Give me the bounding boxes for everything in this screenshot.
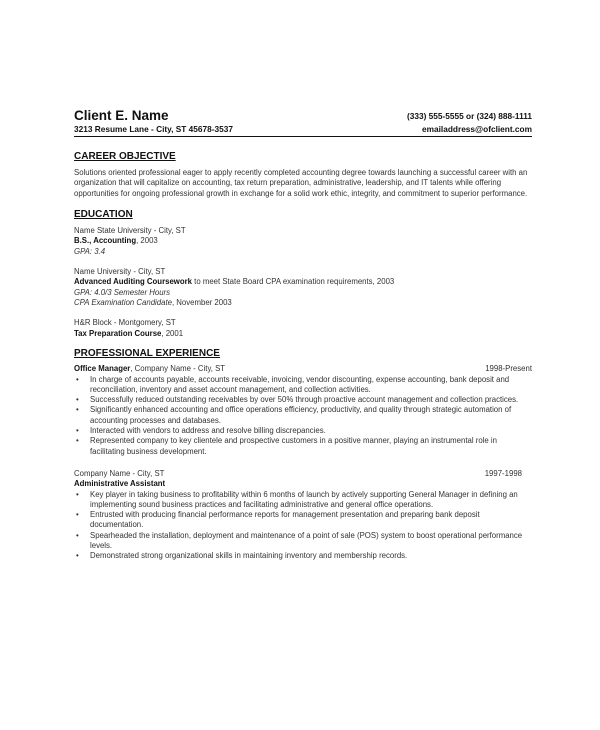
bullet-text: Successfully reduced outstanding receivables by over 50% through proactive account management and collection practices. xyxy=(90,395,519,405)
education-degree: Advanced Auditing Coursework xyxy=(74,277,192,287)
bullet-icon: • xyxy=(76,395,79,405)
education-gpa: GPA: 3.4 xyxy=(74,247,106,257)
job-company: Company Name - City, ST xyxy=(74,468,165,478)
job-entry xyxy=(74,364,532,457)
education-candidate-line xyxy=(74,298,532,309)
job-title: Administrative Assistant xyxy=(74,479,166,489)
job-title: Office Manager xyxy=(74,364,131,374)
email-address: emailaddress@ofclient.com xyxy=(422,124,532,134)
education-gpa: GPA: 4.0/3 Semester Hours xyxy=(74,287,171,297)
header-divider xyxy=(74,136,532,137)
education-heading: EDUCATION xyxy=(74,208,133,220)
education-school: Name State University - City, ST xyxy=(74,225,186,235)
job-bullet xyxy=(74,375,530,396)
job-bullet xyxy=(74,426,530,436)
objective-text: Solutions oriented professional eager to apply recently completed accounting degree towards launching a successful career with an organization that will capitalize on accounting, tax return preparation, administrative, leadership, and IT talents while offering opportunities for ongoing professional growth in exchange for a solid work ethic, integrity, and commitment to superior performance. xyxy=(74,168,528,198)
education-entry xyxy=(74,226,532,258)
job-company: , Company Name - City, ST xyxy=(130,364,226,374)
bullet-icon: • xyxy=(76,551,79,561)
job-bullets xyxy=(74,490,532,562)
job-dates: 1998-Present xyxy=(485,364,532,374)
education-degree-detail: , 2001 xyxy=(161,328,184,338)
education-candidate-date: , November 2003 xyxy=(171,298,232,308)
education-entry xyxy=(74,318,532,339)
bullet-icon: • xyxy=(76,374,79,384)
job-bullet xyxy=(74,551,530,561)
bullet-text: Demonstrated strong organizational skills in maintaining inventory and membership records. xyxy=(90,551,408,561)
job-bullet xyxy=(74,436,530,457)
job-header xyxy=(74,364,532,374)
objective-heading: CAREER OBJECTIVE xyxy=(74,151,176,162)
bullet-icon: • xyxy=(76,426,79,436)
bullet-text: Spearheaded the installation, deployment and maintenance of a point of sale (POS) system to boost operational performance levels. xyxy=(90,530,523,550)
education-degree-detail: to meet State Board CPA examination requirements, 2003 xyxy=(191,277,395,287)
client-name: Client E. Name xyxy=(74,108,169,123)
bullet-text: Entrusted with producing financial performance reports for management presentation and preparing bank deposit documentation. xyxy=(90,510,480,530)
header-top-row xyxy=(74,108,532,123)
education-degree-line xyxy=(74,236,532,247)
education-candidate: CPA Examination Candidate xyxy=(74,298,172,308)
header-bottom-row xyxy=(74,123,532,135)
phone-number: (333) 555-5555 or (324) 888-1111 xyxy=(406,111,532,121)
job-bullet xyxy=(74,531,530,552)
education-entry xyxy=(74,267,532,309)
experience-heading: PROFESSIONAL EXPERIENCE xyxy=(74,348,220,360)
resume-content xyxy=(74,108,532,562)
education-degree: B.S., Accounting xyxy=(74,236,137,246)
job-bullets xyxy=(74,375,532,457)
bullet-icon: • xyxy=(76,510,79,520)
education-degree: Tax Preparation Course xyxy=(74,328,162,338)
job-entry xyxy=(74,469,532,562)
job-title-line xyxy=(74,364,225,374)
bullet-icon: • xyxy=(76,489,79,499)
education-degree-detail: , 2003 xyxy=(136,236,158,246)
job-bullet xyxy=(74,395,530,405)
bullet-text: Key player in taking business to profitability within 6 months of launch by actively supporting General Manager in defining an implementing sound business practices and facilitating administrative and general office operations. xyxy=(90,489,518,509)
job-dates: 1997-1998 xyxy=(484,468,522,478)
bullet-text: Interacted with vendors to address and resolve billing discrepancies. xyxy=(90,426,326,436)
bullet-text: In charge of accounts payable, accounts receivable, invoicing, vendor discounting, expense accounting, bank deposit and reconciliation, inventory and asset account management, and collection activities. xyxy=(90,374,510,394)
bullet-icon: • xyxy=(76,530,79,540)
bullet-icon: • xyxy=(76,405,79,415)
job-bullet xyxy=(74,510,530,531)
bullet-icon: • xyxy=(76,436,79,446)
education-degree-line xyxy=(74,277,532,288)
address: 3213 Resume Lane - City, ST 45678-3537 xyxy=(74,124,233,134)
job-bullet xyxy=(74,405,530,426)
education-degree-line xyxy=(74,329,532,340)
job-bullet xyxy=(74,490,530,511)
education-school: Name University - City, ST xyxy=(74,266,166,276)
bullet-text: Significantly enhanced accounting and office operations efficiency, productivity, and quality through strategic automation of accounting processes and databases. xyxy=(90,405,512,425)
bullet-text: Represented company to key clientele and prospective customers in a positive manner, playing an instrumental role in facilitating business development. xyxy=(90,436,497,456)
job-header xyxy=(74,469,532,479)
education-school: H&R Block - Montgomery, ST xyxy=(74,318,176,328)
